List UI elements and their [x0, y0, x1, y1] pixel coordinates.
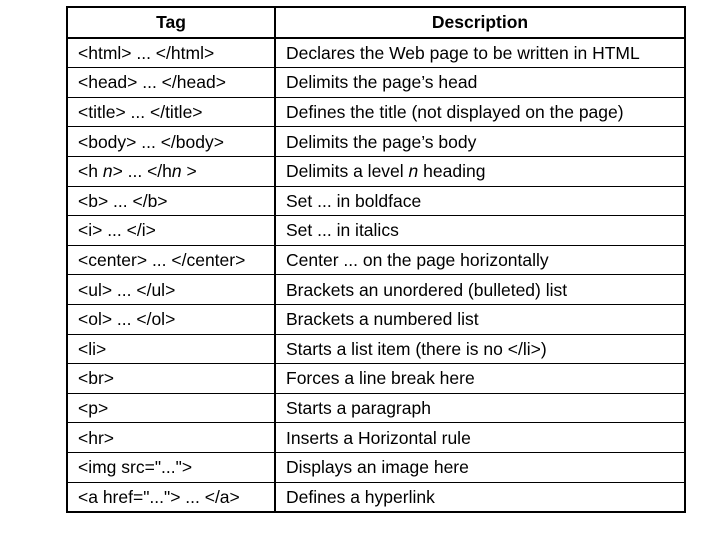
- table-row: [67, 393, 685, 423]
- table-header-row: [67, 7, 685, 38]
- tag-cell: <b> ... </b>: [67, 186, 275, 216]
- table-row: [67, 245, 685, 275]
- html-tags-table: [66, 6, 686, 513]
- description-cell: Starts a list item (there is no </li>): [275, 334, 685, 364]
- table-row: [67, 364, 685, 394]
- description-cell: Defines a hyperlink: [275, 482, 685, 512]
- tag-cell: <a href="..."> ... </a>: [67, 482, 275, 512]
- description-text: Delimits a level: [286, 161, 409, 182]
- description-cell: Set ... in boldface: [275, 186, 685, 216]
- tag-cell: <ol> ... </ol>: [67, 304, 275, 334]
- description-cell: Brackets an unordered (bulleted) list: [275, 275, 685, 305]
- tag-cell: <i> ... </i>: [67, 216, 275, 246]
- table-row: [67, 97, 685, 127]
- description-cell: Defines the title (not displayed on the page): [275, 97, 685, 127]
- description-cell: Displays an image here: [275, 452, 685, 482]
- description-cell: Center ... on the page horizontally: [275, 245, 685, 275]
- table-row: [67, 127, 685, 157]
- tag-cell: <p>: [67, 393, 275, 423]
- description-text: heading: [418, 161, 486, 182]
- table-row: [67, 482, 685, 512]
- description-cell: [275, 156, 685, 186]
- tag-cell: <title> ... </title>: [67, 97, 275, 127]
- description-column-header: Description: [275, 7, 685, 38]
- table-row: [67, 304, 685, 334]
- tag-column-header: Tag: [67, 7, 275, 38]
- tag-cell: <li>: [67, 334, 275, 364]
- table-row: [67, 334, 685, 364]
- table-row: [67, 38, 685, 68]
- description-cell: Declares the Web page to be written in HTML: [275, 38, 685, 68]
- description-cell: Inserts a Horizontal rule: [275, 423, 685, 453]
- table-row: [67, 68, 685, 98]
- tag-cell: <ul> ... </ul>: [67, 275, 275, 305]
- tag-cell: <img src="...">: [67, 452, 275, 482]
- tag-text: <h: [78, 161, 103, 182]
- description-cell: Delimits the page’s body: [275, 127, 685, 157]
- tag-cell: <body> ... </body>: [67, 127, 275, 157]
- description-cell: Forces a line break here: [275, 364, 685, 394]
- tag-cell: <br>: [67, 364, 275, 394]
- tag-text: > ... </h: [112, 161, 172, 182]
- tag-text: >: [181, 161, 197, 182]
- table-row: [67, 452, 685, 482]
- tag-cell: <hr>: [67, 423, 275, 453]
- table-row: [67, 423, 685, 453]
- description-cell: Delimits the page’s head: [275, 68, 685, 98]
- table-row: [67, 275, 685, 305]
- tag-cell: [67, 156, 275, 186]
- table-row: [67, 216, 685, 246]
- tag-cell: <html> ... </html>: [67, 38, 275, 68]
- tag-cell: <center> ... </center>: [67, 245, 275, 275]
- description-cell: Brackets a numbered list: [275, 304, 685, 334]
- table-row: [67, 156, 685, 186]
- description-cell: Starts a paragraph: [275, 393, 685, 423]
- tag-italic-n: n: [171, 161, 182, 182]
- tag-cell: <head> ... </head>: [67, 68, 275, 98]
- description-italic-n: n: [408, 161, 419, 182]
- table-row: [67, 186, 685, 216]
- tag-italic-n: n: [102, 161, 113, 182]
- description-cell: Set ... in italics: [275, 216, 685, 246]
